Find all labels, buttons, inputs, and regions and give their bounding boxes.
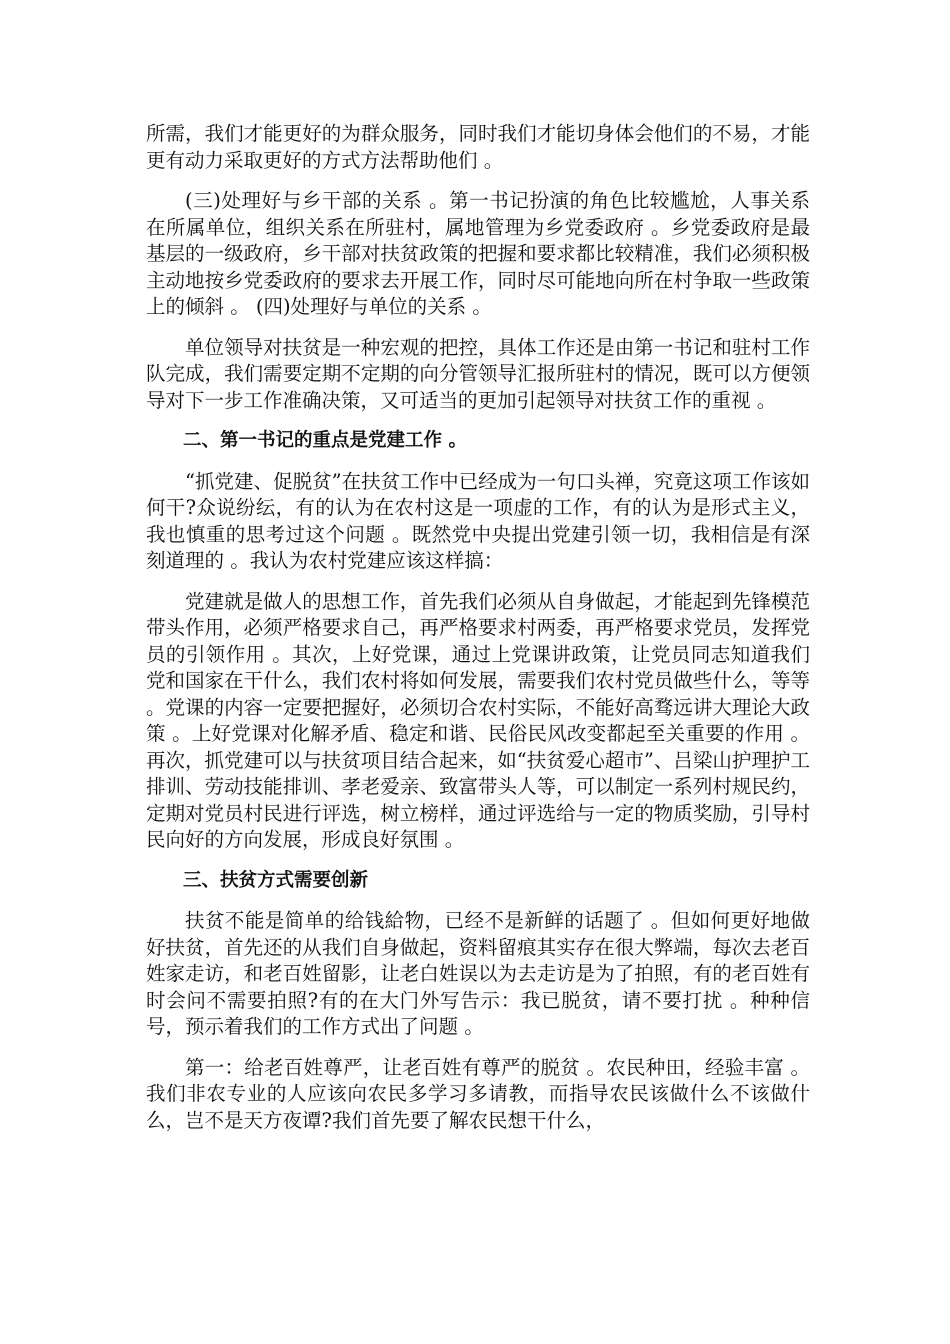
document-page — [146, 121, 810, 1148]
paragraph-unit-leadership: 单位领导对扶贫是一种宏观的把控，具体工作还是由第一书记和驻村工作队完成，我们需要定期不定期的向分管领导汇报所驻村的情况，既可以方便领导对下一步工作准确决策，又可适当的更加引起领导对扶贫工作的重视 。 — [146, 335, 810, 412]
paragraph-township-cadres: (三)处理好与乡干部的关系 。第一书记扮演的角色比较尴尬，人事关系在所属单位，组织关系在所驻村，属地管理为乡党委政府 。乡党委政府是最基层的一级政府，乡干部对扶贫政策的把握和要求都比较精准，我们必须积极主动地按乡党委政府的要求去开展工作，同时尽可能地向所在村争取一些政策上的倾斜 。 (四)处理好与单位的关系 。 — [146, 189, 810, 318]
paragraph-party-building-intro: “抓党建、促脱贫”在扶贫工作中已经成为一句口头禅，究竟这项工作该如何干?众说纷纭，有的认为在农村这是一项虚的工作，有的认为是形式主义，我也慎重的思考过这个问题 。既然党中央提出党建引领一切，我相信是有深刻道理的 。我认为农村党建应该这样搞： — [146, 469, 810, 572]
section-heading-innovation: 三、扶贫方式需要创新 — [183, 869, 369, 891]
paragraph-continued: 所需，我们才能更好的为群众服务，同时我们才能切身体会他们的不易，才能更有动力采取更好的方式方法帮助他们 。 — [146, 122, 810, 172]
paragraph-dignity: 第一：给老百姓尊严，让老百姓有尊严的脱贫 。农民种田，经验丰富 。我们非农专业的人应该向农民多学习多请教，而指导农民该做什么不该做什么，岂不是天方夜谭?我们首先要了解农民想干什么， — [146, 1055, 810, 1132]
paragraph-innovation-intro: 扶贫不能是简单的给钱給物，已经不是新鲜的话题了 。但如何更好地做好扶贫，首先还的从我们自身做起，资料留痕其实存在很大弊端，每次去老百姓家走访，和老百姓留影，让老白姓误以为去走访是为了拍照，有的老百姓有时会问不需要拍照?有的在大门外写告示：我已脱贫，请不要打扰 。种种信号，预示着我们的工作方式出了问题 。 — [146, 909, 810, 1038]
paragraph-party-building-detail: 党建就是做人的思想工作，首先我们必须从自身做起，才能起到先锋模范带头作用，必须严格要求自己，再严格要求村两委，再严格要求党员，发挥党员的引领作用 。其次，上好党课，通过上党课讲政策，让党员同志知道我们党和国家在干什么，我们农村将如何发展，需要我们农村党员做些什么，等等 。党课的内容一定要把握好，必须切合农村实际，不能好高骛远讲大理论大政策 。上好党课对化解矛盾、稳定和谐、民俗民风改变都起至关重要的作用 。再次，抓党建可以与扶贫项目结合起来，如“扶贫爱心超市”、吕梁山护理护工排训、劳动技能排训、孝老爱亲、致富带头人等，可以制定一系列村规民约，定期对党员村民进行评选，树立榜样，通过评选给与一定的物质奖励，引导村民向好的方向发展，形成良好氛围 。 — [146, 589, 810, 851]
section-heading-party-building: 二、第一书记的重点是党建工作 。 — [183, 430, 467, 451]
